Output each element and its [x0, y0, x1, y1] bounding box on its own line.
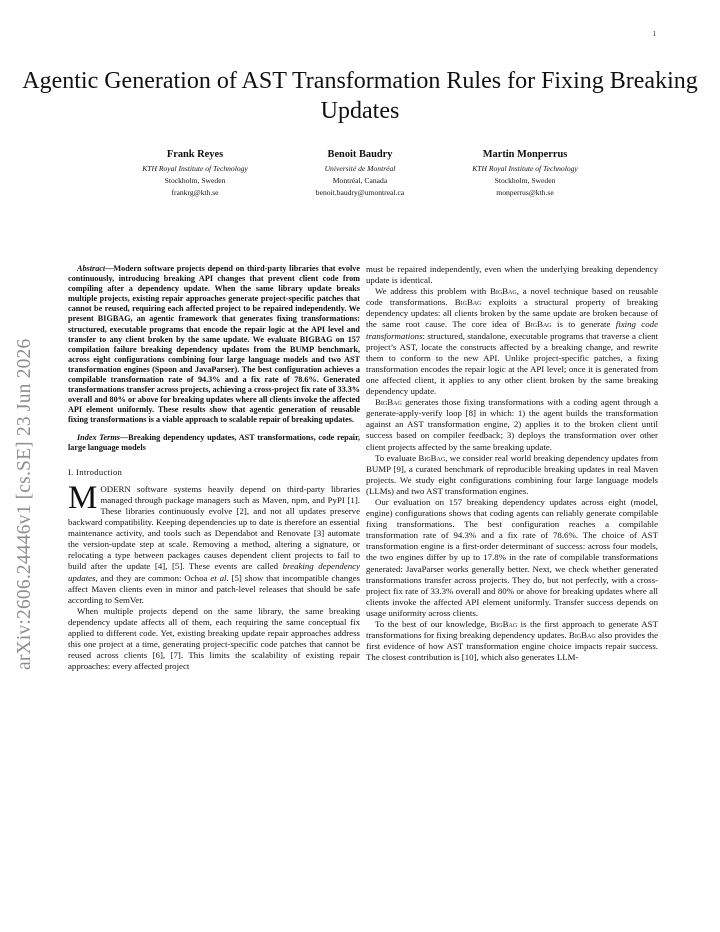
- index-terms-lead: Index Terms: [77, 432, 120, 442]
- author-name: Benoit Baudry: [327, 149, 393, 160]
- intro-paragraph-7: Our evaluation on 157 breaking dependency updates across eight (model, engine) configurations shows that coding agents can reliably generate compilable fixing transformations. The best configuration reaches a compilable transformation rate of 94.3% and a fix rate of 78.6%. The choice of AST transformation engine is a first-order determinant of success: across four models, the two engines differ by up to 17.8% in the rate of compilable transformations generated: JavaParser works generally better. Next, we check whether generated transformations transfer across projects. They do, but not perfectly, with a cross-project fix rate of 33.3% overall and 80% or above for breaking updates where all clients invoke the affected API element uniformly. Transfer success depends on usage uniformity across clients.: [366, 496, 658, 618]
- tool-name: BigBag: [489, 286, 517, 297]
- author-affiliation: KTH Royal Institute of Technology: [142, 164, 248, 173]
- tool-name: BigBag: [568, 630, 596, 641]
- abstract: [68, 264, 360, 426]
- author-name: Martin Monperrus: [482, 149, 568, 160]
- author-location: Montréal, Canada: [332, 176, 388, 185]
- author-card: [120, 147, 270, 199]
- author-location: Stockholm, Sweden: [164, 176, 226, 185]
- author-affiliation: KTH Royal Institute of Technology: [472, 164, 578, 173]
- intro-paragraph-2: When multiple projects depend on the same library, the same breaking dependency update affects all of them, each requiring the same conceptual fix applied to different code. Yet, existing breaking update repair approaches address this one project at a time, generating project-specific code patches that cannot be reused across clients [6], [7]. This limits the scalability of existing repair approaches: every affected project: [68, 605, 360, 672]
- paper-title: Agentic Generation of AST Transformation Rules for Fixing Breaking Updates: [22, 68, 698, 124]
- abstract-lead: Abstract: [77, 264, 106, 273]
- index-terms-text: —Breaking dependency updates, AST transformations, code repair, large language models: [68, 432, 360, 452]
- abstract-text: —Modern software projects depend on third-party libraries that evolve continuously, introducing breaking API changes that prevent client code from compiling after a dependency update. When the same library update breaks multiple projects, existing repair approaches generate project-specific patches that cannot be reused, requiring each affected project to be repaired independently. We present BIGBAG, an agentic framework that generates fixing transformations: structured, executable programs that encode the repair logic at the API level and transfer to any client broken by the same update. We evaluate BIGBAG on 157 compilation failure breaking dependency updates from the BUMP benchmark, across eight configurations combining four large language models and two AST transformation engines (Spoon and JavaParser). The best configuration achieves a compilable transformation rate of 94.3% and a fix rate of 78.6%. Generated transformations transfer across projects, achieving a cross-project fix rate of 33.3% overall and 80% or above for breaking updates where all clients invoke the affected API element uniformly. These results show that agentic generation of reusable fixing transformations is a viable approach to scalable repair of breaking updates.: [68, 264, 360, 425]
- arxiv-stamp: arXiv:2606.24446v1 [cs.SE] 23 Jun 2026: [14, 338, 35, 670]
- left-column: [68, 264, 360, 672]
- author-location: Stockholm, Sweden: [494, 176, 556, 185]
- intro-paragraph-5: BigBag generates those fixing transformations with a coding agent through a generate-apply-verify loop [8] in which: 1) the agent builds the transformation against an AST transformation engine, 2) applies it to the broken client until success based on compiler feedback; 3) deploys the transformation over other client projects affected by the same breaking update.: [366, 397, 658, 452]
- author-email: monperrus@kth.se: [496, 188, 554, 197]
- tool-name: BigBag: [418, 452, 446, 463]
- author-block: [120, 147, 600, 199]
- tool-name: BigBag: [375, 397, 402, 408]
- intro-paragraph-8: To the best of our knowledge, BigBag is the first approach to generate AST transformations for fixing breaking dependency updates. BigBag also provides the first evidence of how AST transformation engine choice impacts repair success. The closest contribution is [10], which also generates LLM-: [366, 619, 659, 663]
- author-affiliation: Université de Montréal: [324, 164, 396, 173]
- intro-paragraph-3: must be repaired independently, even when the underlying breaking dependency update is identical.: [366, 264, 658, 286]
- drop-cap: M: [68, 479, 98, 516]
- intro-paragraph-6: To evaluate BigBag, we consider real world breaking dependency updates from BUMP [9], a curated benchmark of reproducible breaking updates in real Maven projects. We study eight configurations combining four large language models (LLMs) and two AST transformation engines.: [366, 452, 658, 496]
- author-card: [285, 147, 435, 199]
- index-terms: [68, 433, 360, 453]
- right-column: [366, 264, 658, 663]
- author-email: frankrg@kth.se: [171, 188, 219, 197]
- author-card: [450, 147, 600, 199]
- page-number: 1: [652, 30, 656, 38]
- author-name: Frank Reyes: [166, 149, 224, 160]
- intro-paragraph-1: MODERN software systems heavily depend on third-party libraries managed through package managers such as Maven, npm, and PyPI [1]. These libraries continuously evolve [2], and not all updates preserve backward compatibility. Keeping dependencies up to date is therefore an essential maintenance activity, and tools such as Dependabot and Renovate [3] automate the version-update step at scale. Removing a method, altering a signature, or relocating a type between packages causes dependent client projects to fail to build after the update [4], [5]. These events are called breaking dependency updates, and they are common: Ochoa et al. [5] show that incompatible changes affect Maven clients even in minor and patch-level releases that should be safe according to SemVer.: [68, 479, 360, 605]
- tool-name: BigBag: [454, 297, 482, 308]
- tool-name: BigBag: [524, 319, 552, 330]
- section-heading: I. Introduction: [68, 466, 123, 477]
- tool-name: BigBag: [490, 619, 518, 629]
- intro-paragraph-4: We address this problem with BigBag, a novel technique based on reusable code transformations. BigBag exploits a structural property of breaking dependency updates: all clients broken by the same update are broken because of the same root cause. The core idea of BigBag is to generate fixing code transformations: structured, standalone, executable programs that traverse a client project’s AST, locate the constructs affected by a breaking change, and rewrite them to conform to the new API. Unlike project-specific patches, a fixing transformation encodes the repair logic at the API level; once it is generated from one affected client, it applies to any other client broken by the same breaking dependency update.: [366, 286, 658, 397]
- author-email: benoit.baudry@umontreal.ca: [315, 188, 405, 197]
